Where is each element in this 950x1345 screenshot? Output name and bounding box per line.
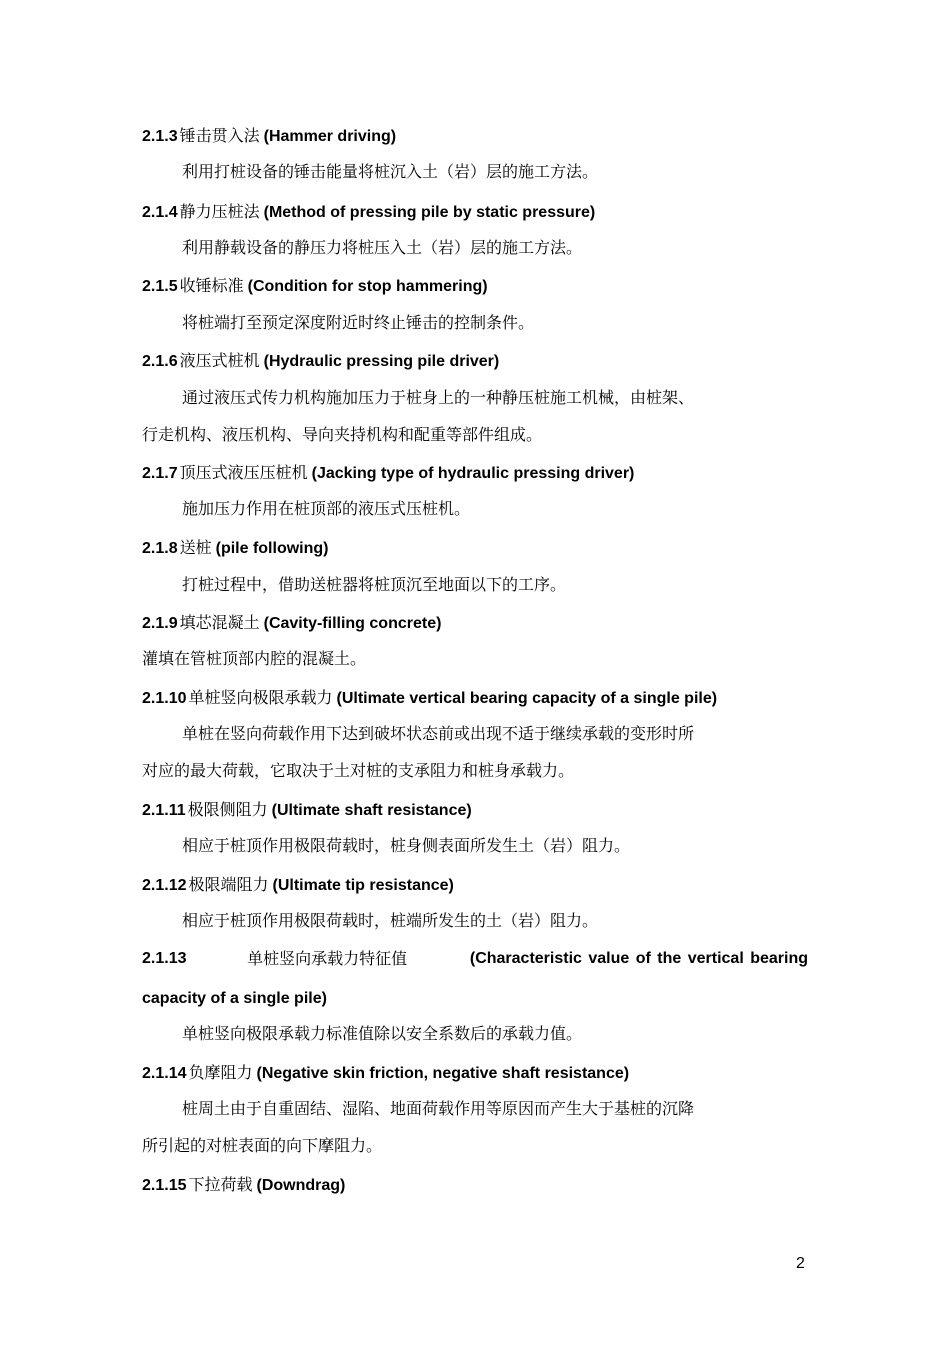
term-number: 2.1.8 (142, 540, 178, 557)
term-heading (142, 126, 396, 147)
term-heading (142, 800, 472, 821)
term-english: (pile following) (215, 540, 329, 557)
term-english: (Ultimate tip resistance) (272, 877, 454, 894)
term-definition: 相应于桩顶作用极限荷载时，桩端所发生的土（岩）阻力。 (182, 911, 599, 930)
term-definition: 利用打桩设备的锤击能量将桩沉入土（岩）层的施工方法。 (182, 162, 599, 181)
term-chinese: 收锤标准 (179, 276, 244, 295)
term-heading (142, 463, 634, 484)
term-definition: 灌填在管桩顶部内腔的混凝土。 (142, 649, 367, 668)
term-heading (142, 875, 454, 896)
term-definition-continued: 对应的最大荷载，它取决于土对桩的支承阻力和桩身承载力。 (142, 761, 575, 780)
term-chinese: 极限端阻力 (188, 875, 269, 894)
term-chinese: 锤击贯入法 (179, 126, 260, 145)
term-heading (142, 351, 499, 372)
term-definition: 单桩在竖向荷载作用下达到破坏状态前或出现不适于继续承载的变形时所 (182, 724, 695, 743)
term-number: 2.1.14 (142, 1065, 187, 1082)
page-number: 2 (796, 1255, 805, 1272)
term-chinese: 填芯混凝土 (179, 613, 260, 632)
term-number: 2.1.6 (142, 353, 178, 370)
term-english-continued: capacity of a single pile) (142, 990, 327, 1007)
term-number: 2.1.4 (142, 204, 178, 221)
term-heading (142, 538, 328, 559)
term-heading (142, 949, 808, 969)
term-chinese: 下拉荷载 (188, 1175, 253, 1194)
term-english: (Method of pressing pile by static pressure) (263, 204, 596, 221)
term-number: 2.1.3 (142, 128, 178, 145)
term-english: (Hydraulic pressing pile driver) (263, 353, 500, 370)
term-english: (Condition for stop hammering) (247, 278, 488, 295)
term-heading (142, 688, 717, 709)
term-number: 2.1.10 (142, 690, 187, 707)
term-definition-continued: 行走机构、液压机构、导向夹持机构和配重等部件组成。 (142, 425, 543, 444)
term-chinese: 单桩竖向极限承载力 (188, 688, 333, 707)
term-english: (Downdrag) (256, 1177, 346, 1194)
term-heading-continued (142, 988, 327, 1009)
term-english: (Cavity-filling concrete) (263, 615, 442, 632)
term-english: (Ultimate vertical bearing capacity of a single pile) (336, 690, 718, 707)
term-definition: 相应于桩顶作用极限荷载时，桩身侧表面所发生土（岩）阻力。 (182, 836, 631, 855)
term-definition: 桩周土由于自重固结、湿陷、地面荷载作用等原因而产生大于基桩的沉降 (182, 1099, 695, 1118)
term-english: (Ultimate shaft resistance) (271, 802, 472, 819)
term-chinese: 极限侧阻力 (187, 800, 268, 819)
term-definition: 单桩竖向极限承载力标准值除以安全系数后的承载力值。 (182, 1024, 583, 1043)
term-chinese: 负摩阻力 (188, 1063, 253, 1082)
term-number: 2.1.15 (142, 1177, 187, 1194)
term-heading (142, 276, 488, 297)
term-definition: 通过液压式传力机构施加压力于桩身上的一种静压桩施工机械，由桩架、 (182, 388, 695, 407)
term-english: (Negative skin friction, negative shaft resistance) (256, 1065, 630, 1082)
term-number: 2.1.7 (142, 465, 178, 482)
term-number: 2.1.9 (142, 615, 178, 632)
term-definition: 利用静载设备的静压力将桩压入土（岩）层的施工方法。 (182, 238, 583, 257)
term-number: 2.1.13 (142, 950, 187, 967)
term-definition: 施加压力作用在桩顶部的液压式压桩机。 (182, 499, 471, 518)
term-chinese: 单桩竖向承载力特征值 (247, 949, 408, 968)
term-chinese: 静力压桩法 (179, 202, 260, 221)
term-heading (142, 1175, 345, 1196)
term-heading (142, 613, 441, 634)
term-heading (142, 202, 595, 223)
term-definition: 将桩端打至预定深度附近时终止锤击的控制条件。 (182, 313, 535, 332)
term-number: 2.1.11 (142, 802, 186, 819)
term-heading (142, 1063, 629, 1084)
term-number: 2.1.12 (142, 877, 187, 894)
term-definition-continued: 所引起的对桩表面的向下摩阻力。 (142, 1136, 383, 1155)
term-english: (Jacking type of hydraulic pressing driver) (311, 465, 635, 482)
term-chinese: 送桩 (179, 538, 212, 557)
term-number: 2.1.5 (142, 278, 178, 295)
term-english: (Hammer driving) (263, 128, 397, 145)
term-definition: 打桩过程中，借助送桩器将桩顶沉至地面以下的工序。 (182, 575, 567, 594)
term-english: (Characteristic value of the vertical bearing (469, 950, 808, 967)
term-chinese: 顶压式液压压桩机 (179, 463, 308, 482)
term-chinese: 液压式桩机 (179, 351, 260, 370)
